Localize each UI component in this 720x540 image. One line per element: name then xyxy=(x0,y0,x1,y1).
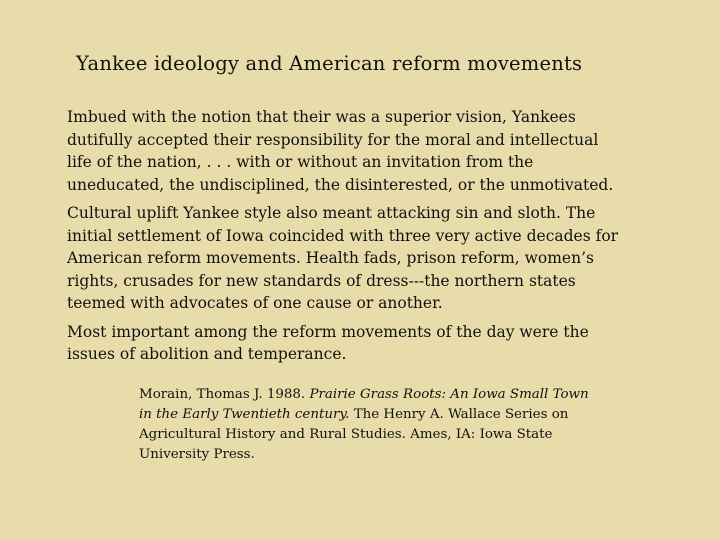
citation-line: University Press. xyxy=(139,447,255,462)
paragraph-line: Most important among the reform movements of the day were the xyxy=(67,322,589,341)
citation xyxy=(139,385,659,465)
paragraph-line: American reform movements. Health fads, prison reform, women’s xyxy=(67,249,594,267)
paragraph-line: life of the nation, . . . with or without an invitation from the xyxy=(67,153,534,171)
paragraph-abolition-temperance xyxy=(67,321,657,366)
citation-line xyxy=(139,405,659,425)
citation-line: Agricultural History and Rural Studies. Ames, IA: Iowa State xyxy=(139,427,553,442)
paragraph-line: uneducated, the undisciplined, the disinterested, or the unmotivated. xyxy=(67,175,614,194)
citation-title: in the Early Twentieth century. xyxy=(139,407,350,422)
paragraph-line: rights, crusades for new standards of dress---the northern states xyxy=(67,271,576,290)
paragraph-line: issues of abolition and temperance. xyxy=(67,345,347,363)
paragraph-line: dutifully accepted their responsibility for the moral and intellectual xyxy=(67,130,599,149)
citation-author: Morain, Thomas J. 1988. xyxy=(139,387,310,402)
slide-body xyxy=(67,106,657,372)
citation-series: The Henry A. Wallace Series on xyxy=(349,407,569,422)
paragraph-line: initial settlement of Iowa coincided with three very active decades for xyxy=(67,226,619,245)
slide-title: Yankee ideology and American reform movements xyxy=(76,52,583,75)
paragraph-line: Imbued with the notion that their was a superior vision, Yankees xyxy=(67,108,576,126)
citation-line xyxy=(139,385,659,405)
paragraph-line: Cultural uplift Yankee style also meant attacking sin and sloth. The xyxy=(67,204,596,222)
citation-title: Prairie Grass Roots: An Iowa Small Town xyxy=(309,387,589,402)
paragraph-cultural-uplift xyxy=(67,202,657,315)
paragraph-line: teemed with advocates of one cause or another. xyxy=(67,294,443,312)
paragraph-yankee-vision xyxy=(67,106,657,196)
